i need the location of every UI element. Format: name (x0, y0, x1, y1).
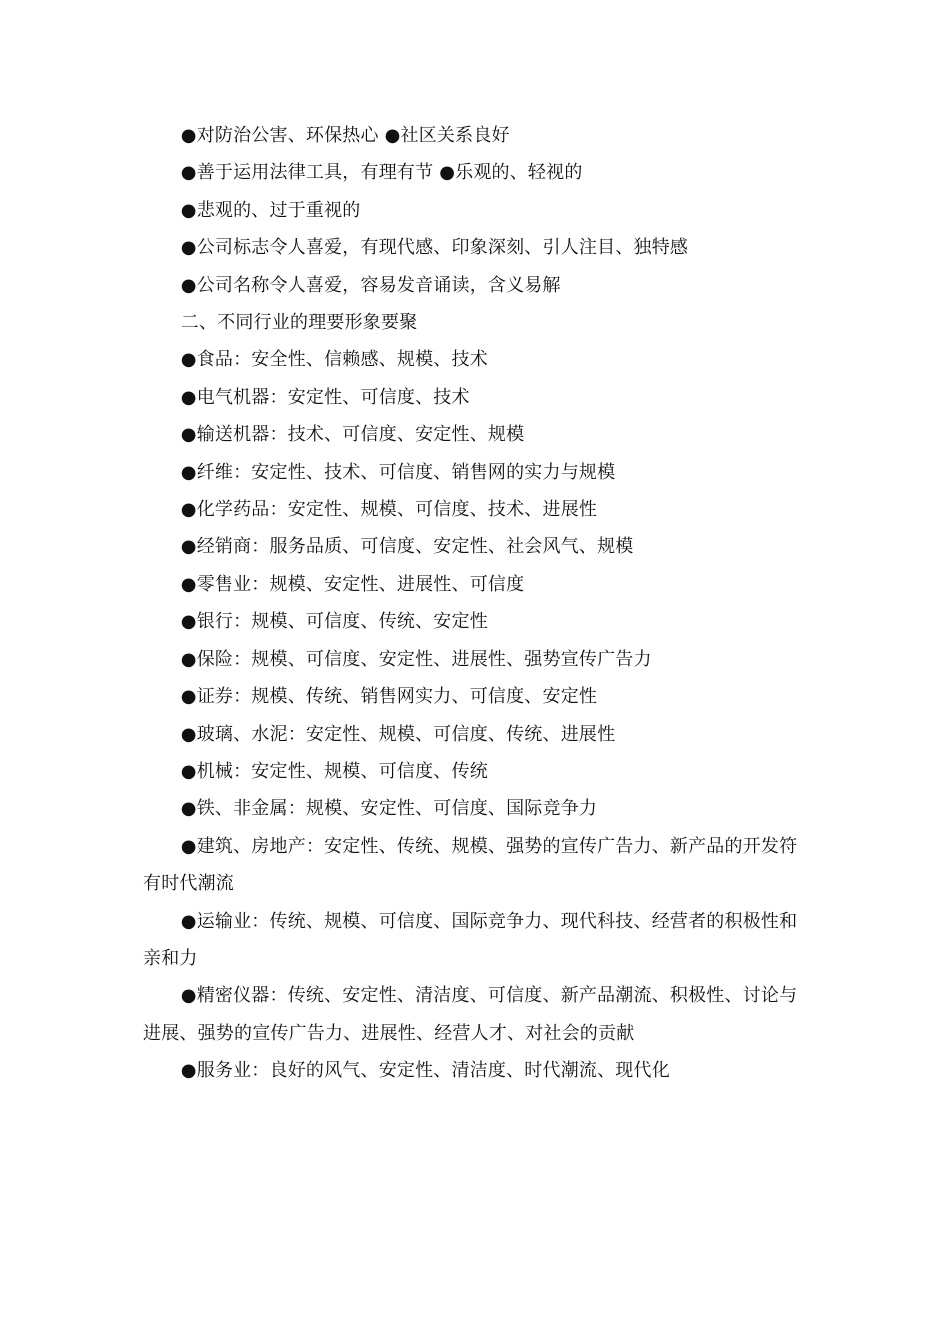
paragraph-distributors: ●经销商：服务品质、可信度、安定性、社会风气、规模 (180, 536, 634, 558)
paragraph-food: ●食品：安全性、信赖感、规模、技术 (180, 349, 488, 371)
paragraph-legal: ●善于运用法律工具，有理有节 ●乐观的、轻视的 (180, 162, 583, 184)
document-body (143, 117, 813, 1090)
paragraph-glass-cement: ●玻璃、水泥：安定性、规模、可信度、传统、进展性 (180, 723, 616, 745)
paragraph-securities: ●证券：规模、传统、销售网实力、可信度、安定性 (180, 686, 598, 708)
paragraph-electrical: ●电气机器：安定性、可信度、技术 (180, 386, 470, 408)
paragraph-services: ●服务业：良好的风气、安定性、清洁度、时代潮流、现代化 (180, 1060, 670, 1082)
section-heading: 二、不同行业的理要形象要聚 (180, 312, 418, 334)
paragraph-fiber: ●纤维：安定性、技术、可信度、销售网的实力与规模 (180, 461, 616, 483)
paragraph-chemicals: ●化学药品：安定性、规模、可信度、技术、进展性 (180, 499, 598, 521)
paragraph-insurance: ●保险：规模、可信度、安定性、进展性、强势宣传广告力 (180, 648, 652, 670)
paragraph-precision-instruments: ●精密仪器：传统、安定性、清洁度、可信度、新产品潮流、积极性、讨论与进展、强势的宣传广告力、进展性、经营人才、对社会的贡献 (143, 985, 798, 1044)
paragraph-machinery: ●机械：安定性、规模、可信度、传统 (180, 760, 488, 782)
paragraph-retail: ●零售业：规模、安定性、进展性、可信度 (180, 573, 525, 595)
paragraph-company-name: ●公司名称令人喜爱，容易发音诵读，含义易解 (180, 274, 561, 296)
paragraph-transportation: ●运输业：传统、规模、可信度、国际竞争力、现代科技、经营者的积极性和亲和力 (143, 910, 798, 969)
paragraph-pessimistic: ●悲观的、过于重视的 (180, 199, 361, 221)
paragraph-company-logo: ●公司标志令人喜爱，有现代感、印象深刻、引人注目、独特感 (180, 237, 689, 259)
paragraph-transport-machinery: ●输送机器：技术、可信度、安定性、规模 (180, 424, 525, 446)
paragraph-construction: ●建筑、房地产：安定性、传统、规模、强势的宣传广告力、新产品的开发符有时代潮流 (143, 835, 798, 895)
paragraph-environment: ●对防治公害、环保热心 ●社区关系良好 (180, 125, 510, 146)
paragraph-metals: ●铁、非金属：规模、安定性、可信度、国际竞争力 (180, 798, 598, 820)
paragraph-banking: ●银行：规模、可信度、传统、安定性 (180, 611, 488, 633)
